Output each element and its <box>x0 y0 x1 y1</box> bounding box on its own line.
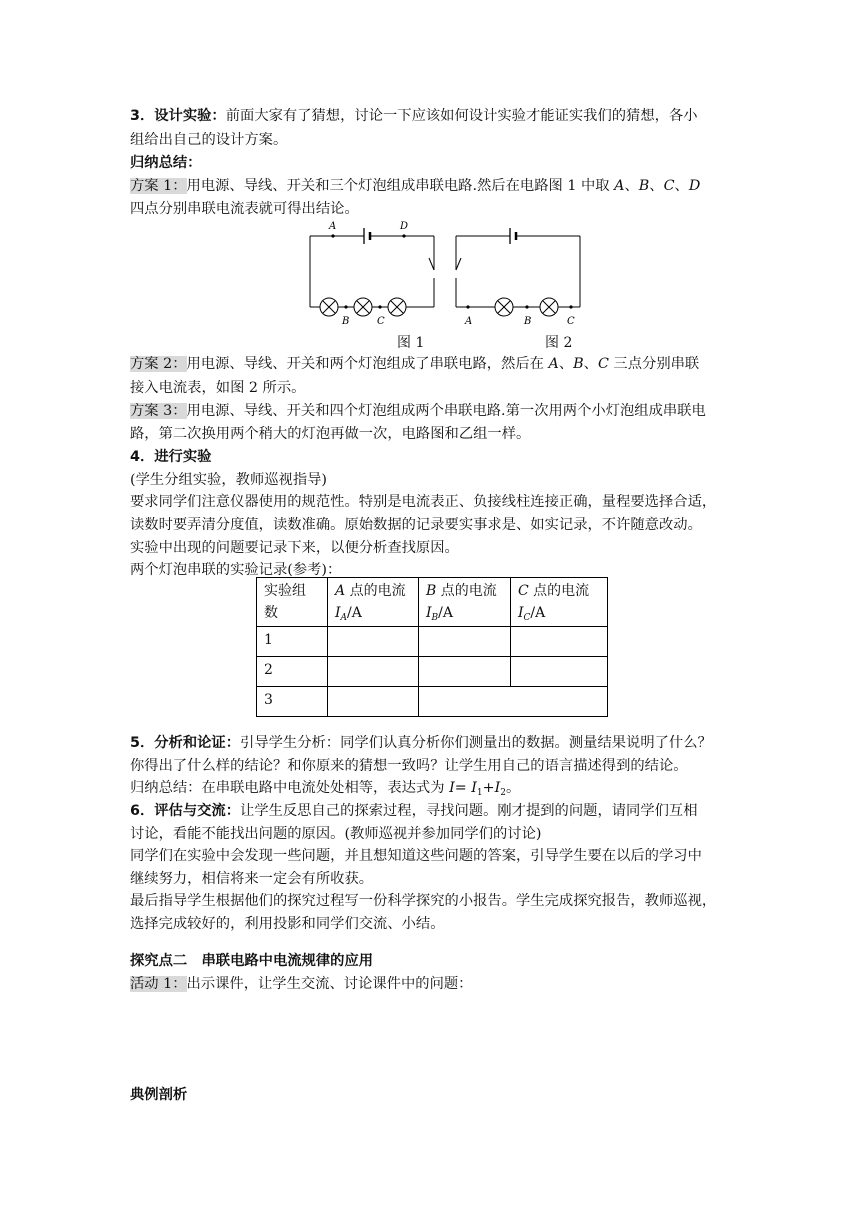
lamp-1 <box>495 298 513 316</box>
table-cell <box>328 657 419 687</box>
figure-1-caption: 图 1 <box>397 335 425 351</box>
table-cell <box>419 657 511 687</box>
table-row <box>257 687 608 717</box>
section4-p1: 要求同学们注意仪器使用的规范性。特别是电流表正、负接线柱连接正确，量程要选择合适， <box>130 494 717 510</box>
row-number: 1 <box>257 627 328 657</box>
activity1-line: 活动 1：出示课件，让学生交流、讨论课件中的问题： <box>130 976 473 992</box>
table-cell <box>511 657 608 687</box>
header-point-a: A 点的电流 $I_A/A$ <box>328 578 419 627</box>
summary-heading: 归纳总结： <box>130 155 202 171</box>
section6-p2: 继续努力，相信将来一定会有所收获。 <box>130 871 374 887</box>
plan1-label: 方案 1： <box>130 178 187 194</box>
fig2-label-C: C <box>567 316 575 327</box>
section3-line1: 3．设计实验：前面大家有了猜想，讨论一下应该如何设计实验才能证实我们的猜想，各小 <box>130 108 698 124</box>
circuit-diagrams <box>300 220 600 332</box>
plan2-line1: 方案 2：用电源、导线、开关和两个灯泡组成了串联电路，然后在 A、B、C 三点分别串联 <box>130 356 700 372</box>
section6-p1: 同学们在实验中会发现一些问题，并且想知道这些问题的答案，引导学生要在以后的学习中 <box>130 848 702 864</box>
section3-line2: 组给出自己的设计方案。 <box>130 132 288 148</box>
plan3-line2: 路，第二次换用两个稍大的灯泡再做一次，电路图和乙组一样。 <box>130 426 531 442</box>
figure-2-caption: 图 2 <box>545 335 573 351</box>
section4-heading: 4．进行实验 <box>130 449 212 465</box>
table-header-row <box>257 578 608 627</box>
fig1-label-B: B <box>342 316 350 327</box>
table-row <box>257 627 608 657</box>
switch-blade <box>429 258 434 270</box>
section6-p3: 最后指导学生根据他们的探究过程写一份科学探究的小报告。学生完成探究报告，教师巡视， <box>130 893 717 909</box>
lamp-2 <box>354 298 372 316</box>
plan2-label: 方案 2： <box>130 356 187 372</box>
section6-line1: 6．评估与交流：让学生反思自己的探索过程，寻找问题。刚才提到的问题，请同学们互相 <box>130 803 698 819</box>
fig1-label-C: C <box>377 316 385 327</box>
header-point-c: C 点的电流 $I_C/A$ <box>511 578 608 627</box>
plan2-line2: 接入电流表，如图 2 所示。 <box>130 380 306 396</box>
plan3-line1: 方案 3：用电源、导线、开关和四个灯泡组成两个串联电路.第一次用两个小灯泡组成串联电 <box>130 403 706 419</box>
section6-line2: 讨论，看能不能找出问题的原因。(教师巡视并参加同学们的讨论) <box>130 826 542 842</box>
table-cell <box>419 627 511 657</box>
fig1-label-A: A <box>329 221 337 232</box>
lamp-3 <box>388 298 406 316</box>
section4-p3: 实验中出现的问题要记录下来，以便分析查找原因。 <box>130 540 459 556</box>
section5-line3: 归纳总结：在串联电路中电流处处相等，表达式为 $I= I_1+I_2$。 <box>130 780 521 798</box>
table-row <box>257 657 608 687</box>
example-analysis-heading: 典例剖析 <box>130 1087 188 1103</box>
section3-heading: 3．设计实验： <box>130 108 226 124</box>
table-cell <box>511 627 608 657</box>
circuit-figure-1 <box>310 228 434 316</box>
section4-p2: 读数时要弄清分度值，读数准确。原始数据的记录要实事求是、如实记录，不许随意改动。 <box>130 517 702 533</box>
table-caption: 两个灯泡串联的实验记录(参考)： <box>130 562 342 578</box>
section6-heading: 6．评估与交流： <box>130 803 241 819</box>
table-cell <box>328 687 419 717</box>
table-cell-merged <box>419 687 608 717</box>
row-number: 3 <box>257 687 328 717</box>
row-number: 2 <box>257 657 328 687</box>
exploration-point-2-title: 探究点二 串联电路中电流规律的应用 <box>130 953 374 969</box>
circuit-figure-2 <box>456 228 580 316</box>
switch-blade <box>456 258 461 270</box>
plan1-line2: 四点分别串联电流表就可得出结论。 <box>130 201 359 217</box>
fig1-label-D: D <box>400 221 409 232</box>
experiment-record-table <box>256 577 608 717</box>
plan3-label: 方案 3： <box>130 403 187 419</box>
activity1-label: 活动 1： <box>130 976 187 992</box>
section5-line1: 5．分析和论证：引导学生分析：同学们认真分析你们测量出的数据。测量结果说明了什么？ <box>130 735 712 751</box>
lamp-1 <box>320 298 338 316</box>
header-point-b: B 点的电流 $I_B/A$ <box>419 578 511 627</box>
plan1-line1: 方案 1：用电源、导线、开关和三个灯泡组成串联电路.然后在电路图 1 中取 A、B、C、D <box>130 178 701 194</box>
section5-heading: 5．分析和论证： <box>130 735 241 751</box>
fig2-label-A: A <box>465 316 473 327</box>
section4-note: (学生分组实验，教师巡视指导) <box>130 472 328 488</box>
section6-p4: 选择完成较好的，利用投影和同学们交流、小结。 <box>130 916 445 932</box>
section5-line2: 你得出了什么样的结论？和你原来的猜想一致吗？让学生用自己的语言描述得到的结论。 <box>130 758 688 774</box>
table-cell <box>328 627 419 657</box>
lamp-2 <box>540 298 558 316</box>
fig2-label-B: B <box>524 316 532 327</box>
header-group: 实验组 数 <box>257 578 328 627</box>
